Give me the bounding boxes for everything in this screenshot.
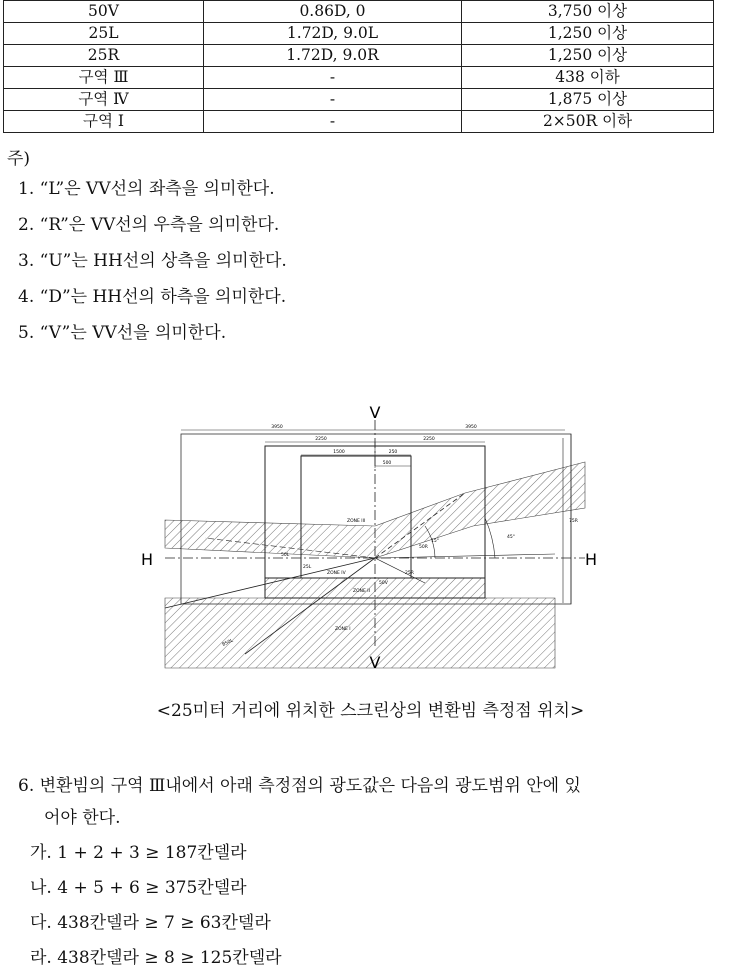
table-cell: 1,250 이상: [462, 45, 714, 67]
dimension-label: 250: [388, 450, 398, 455]
table-cell: -: [204, 67, 462, 89]
h-label-left: H: [140, 550, 154, 569]
line-label: 25R: [405, 571, 414, 576]
beam-line: [375, 554, 555, 558]
line-label: B50L: [221, 638, 235, 648]
table-cell: 50V: [4, 1, 204, 23]
table-cell: 25L: [4, 23, 204, 45]
note-item: 4. “D”는 HH선의 하측을 의미한다.: [18, 287, 287, 307]
dimension-label: 1500: [333, 450, 345, 455]
table-cell: 438 이하: [462, 67, 714, 89]
angle-label: 45°: [507, 535, 515, 540]
table-cell: 3,750 이상: [462, 1, 714, 23]
table-cell: -: [204, 89, 462, 111]
table-row: [4, 23, 714, 45]
subitem: 다. 438칸델라 ≥ 7 ≥ 63칸델라: [30, 913, 271, 933]
note-item: 5. “V”는 VV선을 의미한다.: [18, 323, 227, 343]
table-cell: 2×50R 이하: [462, 111, 714, 133]
dimension-label: 2250: [423, 437, 435, 442]
note-item-6: [18, 770, 581, 834]
h-label-right: H: [584, 550, 598, 569]
notes-heading: 주): [7, 149, 31, 169]
figure-caption: <25미터 거리에 위치한 스크린상의 변환빔 측정점 위치>: [156, 701, 585, 721]
subitem: 나. 4 + 5 + 6 ≥ 375칸델라: [30, 878, 247, 898]
table-cell: 1,250 이상: [462, 23, 714, 45]
note-item-6-line2: 어야 한다.: [44, 808, 121, 828]
note-item: 2. “R”은 VV선의 우측을 의미한다.: [18, 215, 280, 235]
table-row: [4, 89, 714, 111]
note-item: 3. “U”는 HH선의 상측을 의미한다.: [18, 251, 287, 271]
dimension-label: 500: [382, 461, 392, 466]
zone-label: ZONE II: [353, 589, 370, 594]
table-cell: 구역 Ⅳ: [4, 89, 204, 111]
table-cell: 1,875 이상: [462, 89, 714, 111]
v-label-bottom: V: [369, 653, 381, 672]
table-cell: -: [204, 111, 462, 133]
line-label: 75R: [569, 519, 578, 524]
table-row: [4, 111, 714, 133]
screen-diagram: [135, 398, 598, 673]
line-label: 50V: [379, 581, 388, 586]
subitem: 가. 1 + 2 + 3 ≥ 187칸델라: [30, 843, 247, 863]
zone-label: ZONE IV: [327, 571, 346, 576]
table-cell: 구역 Ⅲ: [4, 67, 204, 89]
table-cell: 1.72D, 9.0R: [204, 45, 462, 67]
line-label: 50L: [281, 553, 290, 558]
dimension-label: 3950: [271, 425, 283, 430]
table-cell: 0.86D, 0: [204, 1, 462, 23]
table-cell: 25R: [4, 45, 204, 67]
notes-list: [18, 176, 287, 356]
zone-label: ZONE I: [335, 627, 351, 632]
subitem: 라. 438칸델라 ≥ 8 ≥ 125칸델라: [30, 948, 282, 968]
note-item: 1. “L”은 VV선의 좌측을 의미한다.: [18, 179, 275, 199]
table-row: [4, 67, 714, 89]
table-row: [4, 45, 714, 67]
dimension-label: 2250: [315, 437, 327, 442]
dimension-label: 3950: [465, 425, 477, 430]
line-label: 25L: [303, 565, 312, 570]
inner-frame: [301, 456, 411, 578]
table-row: [4, 1, 714, 23]
luminous-intensity-table: [3, 0, 714, 133]
table-cell: 구역 Ⅰ: [4, 111, 204, 133]
v-label-top: V: [369, 403, 381, 422]
table-cell: 1.72D, 9.0L: [204, 23, 462, 45]
line-label: 50R: [419, 545, 428, 550]
lower-hatch-area: [165, 598, 555, 668]
subitem-list: [30, 838, 282, 978]
zone-label: ZONE III: [347, 519, 366, 524]
angle-label: 15°: [431, 539, 439, 544]
beam-measurement-figure: [135, 398, 598, 673]
note-item-6-line1: 6. 변환빔의 구역 Ⅲ내에서 아래 측정점의 광도값은 다음의 광도범위 안에 있: [18, 776, 581, 796]
